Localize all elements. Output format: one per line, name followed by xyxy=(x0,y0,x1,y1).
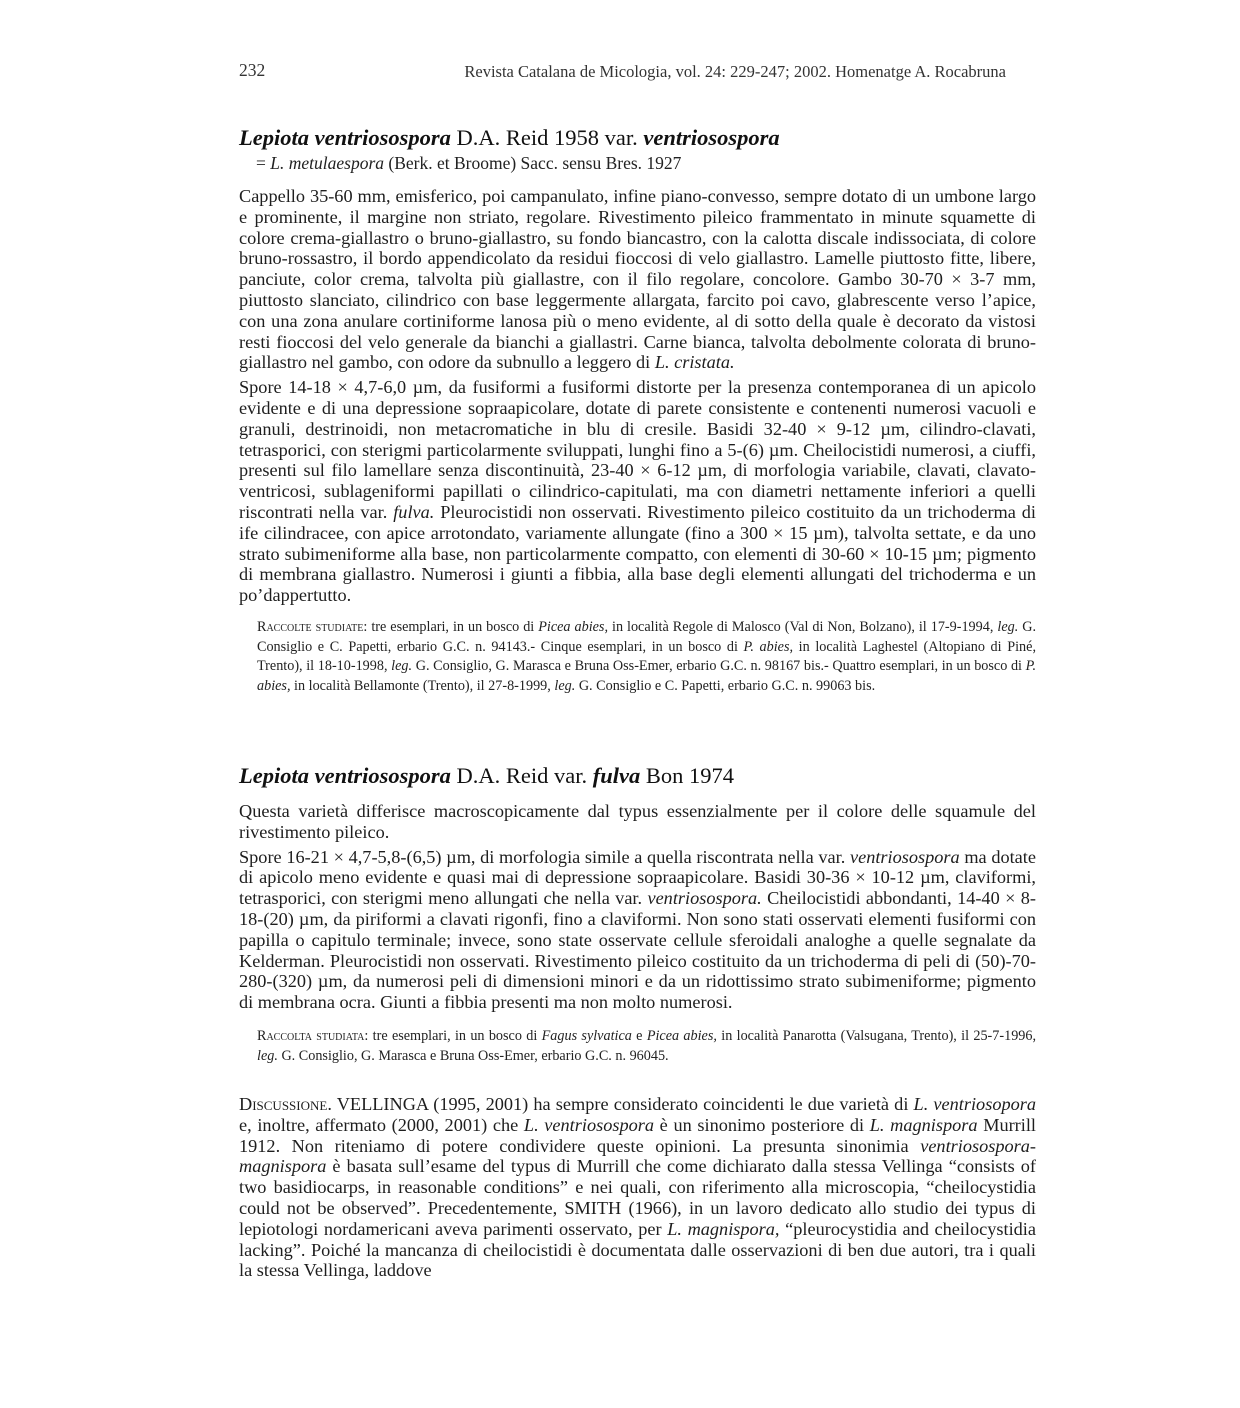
synonym-name: L. metulaespora xyxy=(270,153,384,173)
collection-studied: Raccolta studiata: tre esemplari, in un bosco di Fagus sylvatica e Picea abies, in località Panarotta (Valsugana, Trento), il 25-7-1996, leg. G. Consiglio, G. Marasca e Bruna Oss-Emer, erbario G.C. n. 96045. xyxy=(257,1027,1037,1064)
discussion-label: Discussione. xyxy=(239,1094,332,1114)
section-var-ventriosospora xyxy=(239,124,1036,697)
macro-description: Questa varietà differisce macroscopicamente dal typus essenzialmente per il colore delle squamule del rivestimento pileico. xyxy=(239,801,1036,842)
collections-label: Raccolte studiate: xyxy=(257,618,368,635)
taxon-heading xyxy=(239,762,1036,790)
section-var-fulva xyxy=(239,762,1036,1066)
micro-description: Spore 14-18 × 4,7-6,0 µm, da fusiformi a fusiformi distorte per la presenza contemporanea di un apicolo evidente e di una depressione sopraapicolare, dotate di parete consistente e contenenti numerosi vacuoli e granuli, destrinoidi, non metacromatiche in blu di cresile. Basidi 32-40 × 9-12 µm, cilindro-clavati, tetrasporici, con sterigmi particolarmente sviluppati, lunghi fino a 5-(6) µm. Cheilocistidi numerosi, a ciuffi, presenti sul filo lamellare senza discontinuità, 23-40 × 6-12 µm, di morfologia variabile, clavati, clavato-ventricosi, sublageniformi papillati o cilindrico-capitulati, ma con diametri nettamente inferiori a quelli riscontrati nella var. fulva. Pleurocistidi non osservati. Rivestimento pileico costituito da un trichoderma di ife cilindracee, con apice arrotondato, variamente allungate (fino a 300 × 15 µm), talvolta settate, e da uno strato subimeniforme alla base, non particolarmente compatto, con elementi di 30-60 × 10-15 µm; pigmento di membrana giallastro. Numerosi i giunti a fibbia, alla base degli elementi allungati del trichoderma e un po’dappertutto. xyxy=(239,377,1036,606)
taxon-authority-2: Bon 1974 xyxy=(645,763,734,788)
journal-reference: Revista Catalana de Micologia, vol. 24: 229-247; 2002. Homenatge A. Rocabruna xyxy=(464,62,1006,81)
synonym-prefix: = xyxy=(256,153,271,173)
page-number: 232 xyxy=(239,60,266,80)
synonym-line xyxy=(256,152,1036,174)
taxon-authority: D.A. Reid var. xyxy=(456,763,588,788)
taxon-name: Lepiota ventriosospora xyxy=(239,125,451,150)
taxon-heading xyxy=(239,124,1036,152)
taxon-name: Lepiota ventriosospora xyxy=(239,763,451,788)
taxon-variety: ventriosospora xyxy=(643,125,780,150)
macro-description: Cappello 35-60 mm, emisferico, poi campanulato, infine piano-convesso, sempre dotato di un umbone largo e prominente, il margine non striato, regolare. Rivestimento pileico frammentato in minute squamette di colore crema-giallastro o bruno-giallastro, su fondo biancastro, con la calotta discale indissociata, di colore bruno-rossastro, il bordo appendicolato da residui fioccosi di velo giallastro. Lamelle piuttosto fitte, libere, panciute, color crema, talvolta più giallastre, con il filo regolare, concolore. Gambo 30-70 × 3-7 mm, piuttosto slanciato, cilindrico con base leggermente allargata, farcito poi cavo, glabrescente verso l’apice, con una zona anulare cortiniforme lanosa più o meno evidente, al di sotto della quale è decorato da vistosi resti fioccosi del velo generale da bianchi a giallastri. Carne bianca, talvolta debolmente colorata di bruno-giallastro nel gambo, con odore da subnullo a leggero di L. cristata. xyxy=(239,186,1036,373)
taxon-variety: fulva xyxy=(592,763,641,788)
discussion-section xyxy=(239,1094,1036,1281)
taxon-authority: D.A. Reid 1958 var. xyxy=(456,125,638,150)
collections-label: Raccolta studiata: xyxy=(257,1027,369,1044)
collections-studied: Raccolte studiate: tre esemplari, in un bosco di Picea abies, in località Regole di Malosco (Val di Non, Bolzano), il 17-9-1994, leg. G. Consiglio e C. Papetti, erbario G.C. n. 94143.- Cinque esemplari, in un bosco di P. abies, in località Laghestel (Altopiano di Piné, Trento), il 18-10-1998, leg. G. Consiglio, G. Marasca e Bruna Oss-Emer, erbario G.C. n. 98167 bis.- Quattro esemplari, in un bosco di P. abies, in località Bellamonte (Trento), il 27-8-1999, leg. G. Consiglio e C. Papetti, erbario G.C. n. 99063 bis. xyxy=(257,618,1037,695)
synonym-authority: (Berk. et Broome) Sacc. sensu Bres. 1927 xyxy=(388,153,682,173)
micro-description: Spore 16-21 × 4,7-5,8-(6,5) µm, di morfologia simile a quella riscontrata nella var. ventriosospora ma dotate di apicolo meno evidente e quasi mai di depressione sopraapicolare. Basidi 30-36 × 10-12 µm, claviformi, tetrasporici, con sterigmi meno allungati che nella var. ventriosospora. Cheilocistidi abbondanti, 14-40 × 8-18-(20) µm, da piriformi a clavati rigonfi, fino a claviformi. Non sono stati osservati elementi fusiformi con papilla o capitulo terminale; invece, sono state osservate cellule sferoidali analoghe a quelle segnalate da Kelderman. Pleurocistidi non osservati. Rivestimento pileico costituito da un trichoderma di peli di (50)-70-280-(320) µm, da numerosi peli di dimensioni minori e da un ridottissimo strato subimeniforme; pigmento di membrana ocra. Giunti a fibbia presenti ma non molto numerosi. xyxy=(239,846,1036,1013)
discussion-paragraph: Discussione. VELLINGA (1995, 2001) ha sempre considerato coincidenti le due varietà di L. ventriosopora e, inoltre, affermato (2000, 2001) che L. ventriosospora è un sinonimo posteriore di L. magnispora Murrill 1912. Non riteniamo di potere condividere queste opinioni. La presunta sinonimia ventriosospora-magnispora è basata sull’esame del typus di Murrill che come dichiarato dalla stessa Vellinga “consists of two basidiocarps, in reasonable conditions” e nei quali, con riferimento alla microscopia, “cheilocystidia could not be observed”. Precedentemente, SMITH (1966), in un lavoro dedicato allo studio dei typus di lepiotologi nordamericani aveva parimenti osservato, per L. magnispora, “pleurocystidia and cheilocystidia lacking”. Poiché la mancanza di cheilocistidi è documentata dalle osservazioni di ben due autori, tra i quali la stessa Vellinga, laddove xyxy=(239,1094,1037,1281)
running-head xyxy=(239,60,1036,86)
